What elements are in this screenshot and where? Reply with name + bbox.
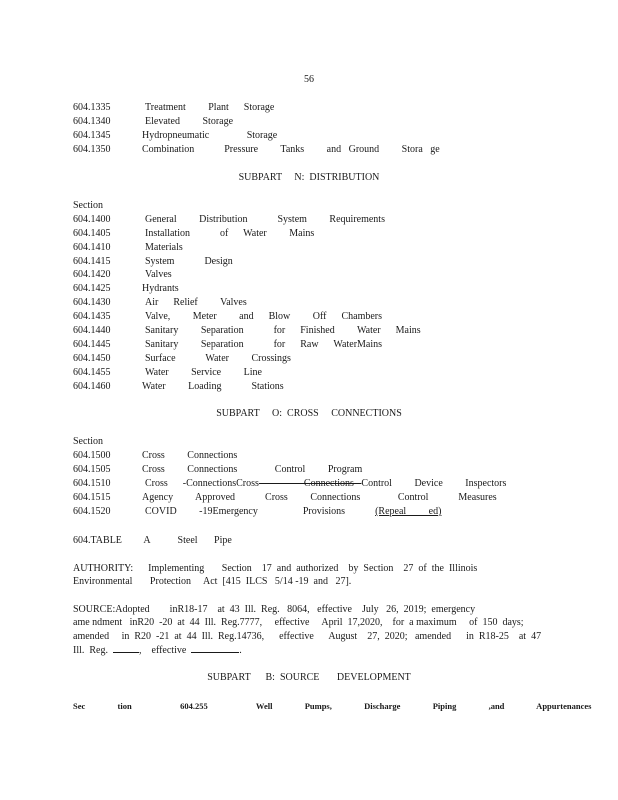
section-number: 604.1435 bbox=[73, 311, 111, 322]
section-number: 604.1440 bbox=[73, 325, 111, 336]
section-title: Air Relief Valves bbox=[145, 297, 247, 308]
section-number: 604.1500 bbox=[73, 450, 111, 461]
section-title: Surface Water Crossings bbox=[145, 353, 291, 364]
section-number: 604.1350 bbox=[73, 144, 111, 155]
section-title: Sanitary Separation for Raw WaterMains bbox=[145, 339, 383, 350]
authority-line-2: Environmental Protection Act [415 ILCS 5/14 -19 and 27]. bbox=[73, 576, 352, 587]
source-line-4 bbox=[73, 643, 547, 657]
section-number: 604.1425 bbox=[73, 283, 111, 294]
section-title: Elevated Storage bbox=[145, 116, 234, 127]
authority-line-1: AUTHORITY: Implementing Section 17 and authorized by Section 27 of the Illinois bbox=[73, 563, 478, 574]
section-title: Cross Connections bbox=[142, 450, 238, 461]
source-line-3: amended in R20 -21 at 44 Ill. Reg.14736, effective August 27, 2020; amended in R18-25 at 47 bbox=[73, 631, 542, 642]
section-title: Sanitary Separation for Finished Water Mains bbox=[145, 325, 421, 336]
section-title: Water Loading Stations bbox=[142, 381, 284, 392]
section-title: Treatment Plant Storage bbox=[145, 102, 275, 113]
source-line-1: SOURCE:Adopted inR18-17 at 43 Ill. Reg. 8064, effective July 26, 2019; emergency bbox=[73, 604, 476, 615]
page-number: 56 bbox=[304, 74, 314, 85]
title-part: Cross -ConnectionsCross bbox=[145, 478, 259, 489]
section-title: System Design bbox=[145, 256, 233, 267]
subpart-n-heading: SUBPART N: DISTRIBUTION bbox=[238, 172, 380, 183]
section-number: 604.1520 bbox=[73, 506, 111, 517]
section-label: Section bbox=[73, 200, 103, 211]
struck-text: Connections bbox=[258, 478, 362, 489]
section-number: 604.1450 bbox=[73, 353, 111, 364]
title-part: COVID -19Emergency Provisions bbox=[145, 506, 376, 517]
section-title bbox=[145, 506, 441, 517]
section-number: 604.1415 bbox=[73, 256, 111, 267]
section-number: 604.1420 bbox=[73, 269, 111, 280]
section-number: 604.1515 bbox=[73, 492, 111, 503]
section-title: Hydrants bbox=[142, 283, 179, 294]
source-text: . bbox=[239, 645, 242, 656]
blank-line bbox=[113, 643, 139, 653]
section-title: General Distribution System Requirements bbox=[145, 214, 385, 225]
section-title: Water Service Line bbox=[145, 367, 262, 378]
section-number: 604.1410 bbox=[73, 242, 111, 253]
section-number: 604.1455 bbox=[73, 367, 111, 378]
section-heading: Sec tion 604.255 Well Pumps, Discharge Piping ,and Appurtenances bbox=[73, 701, 592, 711]
source-text: , effective bbox=[139, 645, 192, 656]
section-title bbox=[145, 478, 506, 489]
section-number: 604.1510 bbox=[73, 478, 111, 489]
section-number: 604.1505 bbox=[73, 464, 111, 475]
section-number: 604.1445 bbox=[73, 339, 111, 350]
subpart-b-heading: SUBPART B: SOURCE DEVELOPMENT bbox=[207, 672, 411, 683]
subpart-o-heading: SUBPART O: CROSS CONNECTIONS bbox=[216, 408, 402, 419]
section-number: 604.1335 bbox=[73, 102, 111, 113]
section-title: Agency Approved Cross Connections Control Measures bbox=[142, 492, 497, 503]
section-number: 604.1460 bbox=[73, 381, 111, 392]
section-title: Materials bbox=[145, 242, 183, 253]
section-title: Valve, Meter and Blow Off Chambers bbox=[145, 311, 383, 322]
source-line-2: ame ndment inR20 -20 at 44 Ill. Reg.7777, effective April 17,2020, for a maximum of 150 days; bbox=[73, 617, 524, 628]
section-label: Section bbox=[73, 436, 103, 447]
source-text: Ill. Reg. bbox=[73, 645, 113, 656]
table-reference: 604.TABLE A Steel Pipe bbox=[73, 535, 232, 546]
section-number: 604.1400 bbox=[73, 214, 111, 225]
section-number: 604.1430 bbox=[73, 297, 111, 308]
section-title: Installation of Water Mains bbox=[145, 228, 315, 239]
section-number: 604.1340 bbox=[73, 116, 111, 127]
section-number: 604.1405 bbox=[73, 228, 111, 239]
section-title: Valves bbox=[145, 269, 172, 280]
underlined-text: (Repeal ed) bbox=[375, 506, 442, 517]
section-title: Hydropneumatic Storage bbox=[142, 130, 278, 141]
section-title: Cross Connections Control Program bbox=[142, 464, 363, 475]
section-title: Combination Pressure Tanks and Ground Stora ge bbox=[142, 144, 440, 155]
blank-line bbox=[191, 643, 239, 653]
section-number: 604.1345 bbox=[73, 130, 111, 141]
title-part: Control Device Inspectors bbox=[361, 478, 507, 489]
